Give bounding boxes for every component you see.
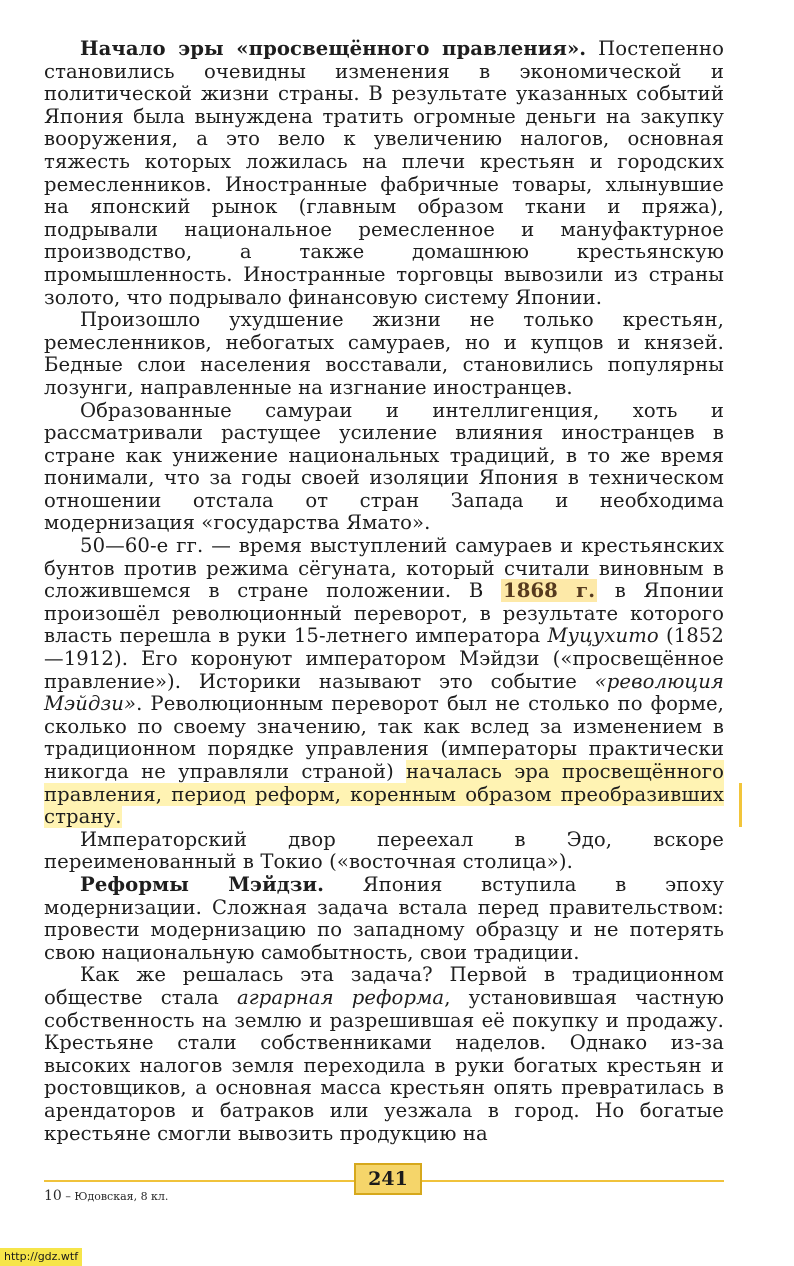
- paragraph-4-text-3: (1852—1912). Его коронуют императором Мэйдзи («просвещённое правление»). Историки называют это событие: [44, 624, 724, 693]
- agrarian-reform-term: аграрная реформа: [236, 985, 445, 1009]
- paragraph-4-text-2: в Японии произошёл революционный переворот, в результате которого власть перешла в руки 15-летнего императора: [44, 579, 725, 648]
- paragraph-7-text-2: , установившая частную собственность на землю и разрешившая её покупку и продажу. Крестьяне стали собственниками наделов. Однако из-за высоких налогов земля переходила в руки богатых крестьян и ростовщиков, а основная масса крестьян опять превратилась в арендаторов и батраков или уезжала в город. Но богатые крестьяне смогли вывозить продукцию на: [44, 985, 724, 1145]
- emperor-name: Муцухито: [547, 624, 659, 648]
- paragraph-1-text: Постепенно становились очевидны изменения в экономической и политической жизни страны. В результате указанных событий Япония была вынуждена тратить огромные деньги на закупку вооружения, а это вело к увеличению налогов, основная тяжесть которых ложилась на плечи крестьян и городских ремесленников. Иностранные фабричные товары, хлынувшие на японский рынок (главным образом ткани и пряжа), подрывали национальное ремесленное и мануфактурное производство, а также домашнюю крестьянскую промышленность. Иностранные торговцы вывозили из страны золото, что подрывало финансовую систему Японии.: [44, 37, 724, 309]
- paragraph-2: [44, 309, 724, 399]
- paragraph-6: [44, 874, 724, 964]
- signature-number: 10: [44, 1188, 62, 1204]
- paragraph-4-text-4: . Революционным переворот был не столько по форме, сколько по своему значению, так как вслед за изменением в традиционном порядке управления (императоры практически никогда не управляли страной): [44, 692, 724, 783]
- paragraph-7-text-1: Как же решалась эта задача? Первой в традиционном обществе стала: [44, 963, 724, 1009]
- page-number: 241: [354, 1163, 422, 1195]
- section-heading-reforms: Реформы Мэйдзи.: [80, 872, 325, 896]
- paragraph-5-text: Императорский двор переехал в Эдо, вскоре переименованный в Токио («восточная столица»).: [44, 827, 724, 874]
- paragraph-1: [44, 38, 724, 309]
- paragraph-6-text: Япония вступила в эпоху модернизации. Сложная задача встала перед правительством: провести модернизацию по западному образцу и не потерять свою национальную самобытность, свои традиции.: [44, 872, 724, 964]
- page-body: [44, 38, 724, 1145]
- signature-mark: [44, 1188, 168, 1204]
- paragraph-3-text: Образованные самураи и интеллигенция, хоть и рассматривали растущее усиление влияния иностранцев в стране как унижение национальных традиций, в то же время понимали, что за годы своей изоляции Япония в техническом отношении отстала от стран Запада и необходима модернизация «государства Ямато».: [44, 398, 724, 535]
- section-heading-era: Начало эры «просвещённого правления».: [80, 37, 587, 60]
- highlight-margin-bar: [739, 783, 742, 827]
- paragraph-3: [44, 400, 724, 536]
- paragraph-4: [44, 535, 724, 829]
- watermark-link[interactable]: http://gdz.wtf: [0, 1248, 82, 1266]
- paragraph-5: [44, 829, 724, 874]
- paragraph-7: [44, 964, 724, 1145]
- signature-text: – Юдовская, 8 кл.: [61, 1190, 169, 1203]
- highlighted-passage: началась эра просвещённого правления, период реформ, коренным образом преобразивших страну.: [44, 760, 724, 829]
- paragraph-4-text-1: 50—60-е гг. — время выступлений самураев и крестьянских бунтов против режима сёгуната, который считали виновным в сложившемся в стране положении. В: [44, 534, 724, 603]
- paragraph-2-text: Произошло ухудшение жизни не только крестьян, ремесленников, небогатых самураев, но и купцов и князей. Бедные слои населения восставали, становились популярны лозунги, направленные на изгнание иностранцев.: [44, 308, 724, 399]
- meiji-revolution-term: «революция Мэйдзи»: [44, 669, 724, 716]
- year-1868: 1868 г.: [502, 579, 596, 603]
